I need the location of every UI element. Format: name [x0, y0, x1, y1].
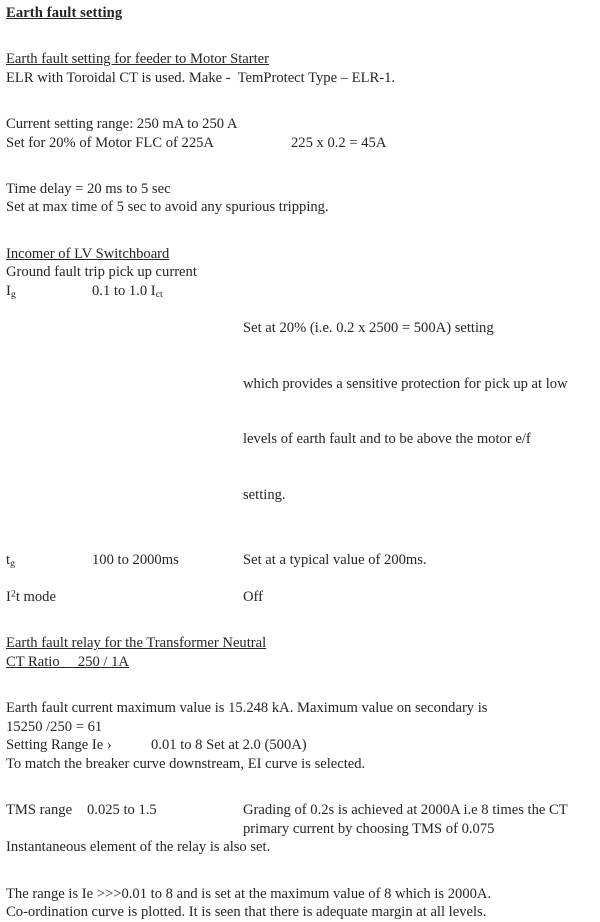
param-range-tg: 100 to 2000ms [92, 552, 179, 569]
spacer [6, 792, 592, 801]
note-line: setting. [243, 487, 286, 504]
time-delay: Time delay = 20 ms to 5 sec [6, 180, 171, 197]
spacer [6, 41, 592, 50]
spacer [6, 171, 592, 180]
tms-note-line-2: primary current by choosing TMS of 0.075 [243, 820, 495, 837]
spacer [6, 23, 592, 42]
tms-value: 0.025 to 1.5 [87, 802, 157, 819]
tms-range-row [6, 801, 592, 820]
time-delay-note: Set at max time of 5 sec to avoid any spurious tripping. [6, 199, 329, 216]
setting-range-value: 0.01 to 8 Set at 2.0 (500A) [151, 737, 307, 754]
section-heading-motor-starter: Earth fault setting for feeder to Motor Starter [6, 51, 270, 68]
spacer [6, 236, 592, 245]
symbol-base: I [6, 589, 11, 606]
range-subscript: ct [155, 288, 163, 300]
param-note-ig [243, 282, 592, 542]
spacer [6, 690, 592, 699]
instantaneous-element-note: Instantaneous element of the relay is also set. [6, 839, 271, 856]
set-for-value: 225 x 0.2 = 45A [291, 134, 387, 151]
symbol-suffix: t mode [15, 589, 56, 606]
note-line: Set at 20% (i.e. 0.2 x 2500 = 500A) setting [243, 319, 494, 336]
symbol-base: I [6, 282, 11, 299]
param-range-ig [92, 282, 243, 301]
fault-current-line-2: 15250 /250 = 61 [6, 718, 103, 735]
symbol-superscript: 2 [10, 588, 16, 600]
set-for-row [6, 134, 592, 153]
symbol-base: t [6, 552, 11, 569]
ct-ratio: CT Ratio 250 / 1A [6, 654, 129, 670]
elr-make-line: ELR with Toroidal CT is used. Make - TemProtect Type – ELR-1. [6, 69, 396, 86]
page-title: Earth fault setting [6, 5, 123, 21]
set-for-label: Set for 20% of Motor FLC of 225A [6, 134, 214, 151]
range-prefix: 0.1 to 1.0 I [92, 282, 156, 299]
setting-range-row [6, 736, 592, 755]
param-note-i2t: Off [243, 589, 263, 606]
spacer [6, 672, 592, 691]
range-summary: The range is Ie >>>0.01 to 8 and is set at the maximum value of 8 which is 2000A. [6, 885, 492, 902]
symbol-subscript: g [10, 558, 16, 570]
ground-fault-subheading: Ground fault trip pick up current [6, 264, 197, 281]
param-row-tg [6, 551, 592, 570]
spacer [6, 625, 592, 634]
param-symbol-ig [6, 282, 92, 301]
param-note-tg: Set at a typical value of 200ms. [243, 552, 427, 569]
spacer [6, 876, 592, 885]
note-line: which provides a sensitive protection for pick up at low [243, 375, 568, 392]
curve-selection-note: To match the breaker curve downstream, EI curve is selected. [6, 755, 366, 772]
param-row-ig [6, 282, 592, 542]
section-heading-transformer-neutral: Earth fault relay for the Transformer Neutral [6, 635, 267, 652]
spacer [6, 542, 592, 551]
spacer [6, 774, 592, 793]
tms-label: TMS range [6, 802, 73, 819]
spacer [6, 217, 592, 236]
spacer [6, 106, 592, 115]
spacer [6, 570, 592, 589]
param-symbol-tg [6, 551, 92, 570]
setting-range-label: Setting Range Ie › [6, 737, 112, 754]
param-symbol-i2t [6, 588, 243, 607]
tms-note-line-1: Grading of 0.2s is achieved at 2000A i.e 8 times the CT [243, 802, 568, 819]
spacer [6, 607, 592, 626]
coordination-note: Co-ordination curve is plotted. It is seen that there is adequate margin at all levels. [6, 904, 487, 921]
fault-current-line-1: Earth fault current maximum value is 15.248 kA. Maximum value on secondary is [6, 700, 488, 717]
note-line: levels of earth fault and to be above the motor e/f [243, 431, 531, 448]
section-heading-incomer: Incomer of LV Switchboard [6, 245, 170, 262]
spacer [6, 152, 592, 171]
symbol-subscript: g [10, 288, 16, 300]
current-setting-range: Current setting range: 250 mA to 250 A [6, 115, 238, 132]
param-row-i2t [6, 588, 592, 607]
spacer [6, 857, 592, 876]
spacer [6, 87, 592, 106]
